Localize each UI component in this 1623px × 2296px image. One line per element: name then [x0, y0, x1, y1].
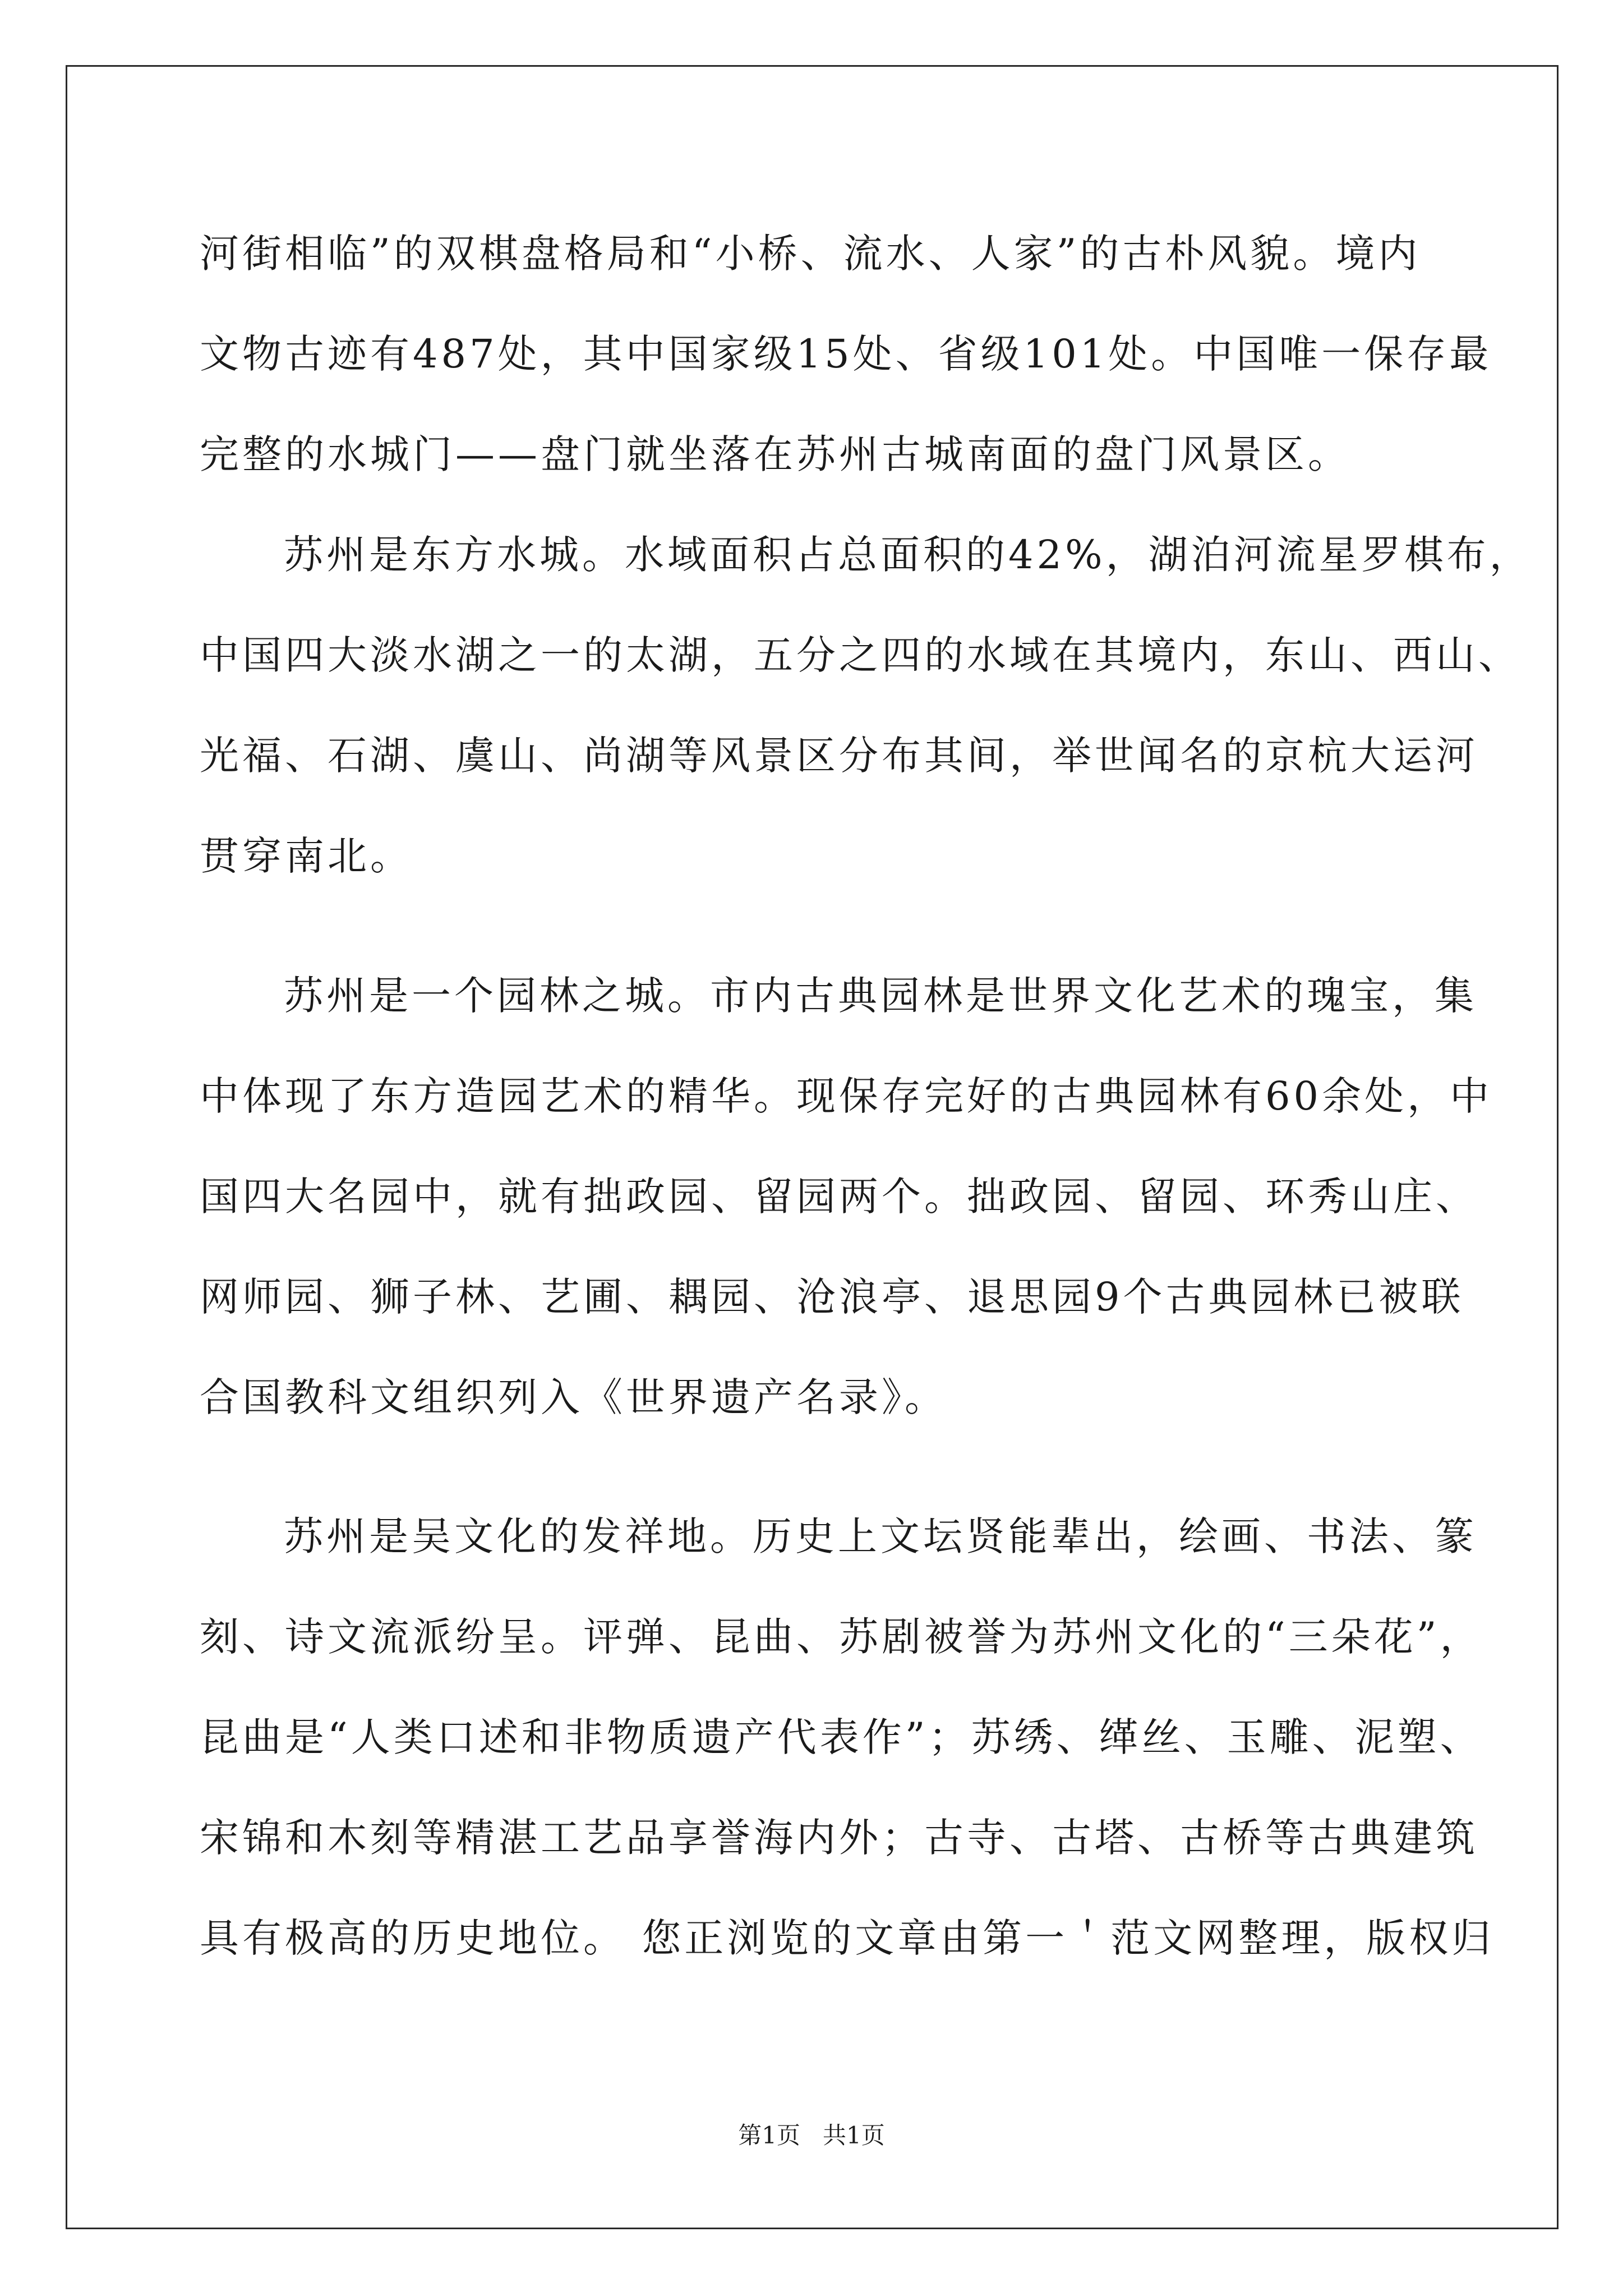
paragraph-line: 合国教科文组织列入《世界遗产名录》。 [200, 1374, 947, 1420]
paragraph-line: 刻、诗文流派纷呈。评弹、昆曲、苏剧被誉为苏州文化的“三朵花”， [200, 1614, 1483, 1660]
paragraph-line: 中国四大淡水湖之一的太湖，五分之四的水域在其境内，东山、西山、 [200, 632, 1521, 678]
paragraph-line: 苏州是东方水城。水域面积占总面积的42%，湖泊河流星罗棋布， [284, 532, 1532, 578]
page-border [66, 65, 1559, 2229]
paragraph-line: 昆曲是“人类口述和非物质遗产代表作”；苏绣、缂丝、玉雕、泥塑、 [200, 1714, 1483, 1760]
paragraph-line: 苏州是一个园林之城。市内古典园林是世界文化艺术的瑰宝，集 [284, 973, 1477, 1019]
paragraph-line: 宋锦和木刻等精湛工艺品享誉海内外；古寺、古塔、古桥等古典建筑 [200, 1815, 1478, 1861]
paragraph-line: 光福、石湖、虞山、尚湖等风景区分布其间，举世闻名的京杭大运河 [200, 733, 1478, 779]
paragraph-line: 网师园、狮子林、艺圃、耦园、沧浪亭、退思园9个古典园林已被联 [200, 1274, 1464, 1320]
paragraph-line: 苏州是吴文化的发祥地。历史上文坛贤能辈出，绘画、书法、篆 [284, 1513, 1477, 1559]
page-number-footer: 第1页 共1页 [738, 2122, 885, 2149]
paragraph-line: 河街相临”的双棋盘格局和“小桥、流水、人家”的古朴风貌。境内 [200, 231, 1421, 277]
paragraph-line: 具有极高的历史地位。 您正浏览的文章由第一＇范文网整理，版权归 [200, 1915, 1495, 1961]
paragraph-line: 完整的水城门——盘门就坐落在苏州古城南面的盘门风景区。 [200, 431, 1350, 477]
paragraph-line: 国四大名园中，就有拙政园、留园两个。拙政园、留园、环秀山庄、 [200, 1174, 1478, 1220]
paragraph-line: 文物古迹有487处，其中国家级15处、省级101处。中国唯一保存最 [200, 331, 1492, 377]
paragraph-line: 中体现了东方造园艺术的精华。现保存完好的古典园林有60余处，中 [200, 1073, 1493, 1119]
paragraph-line: 贯穿南北。 [200, 833, 413, 879]
